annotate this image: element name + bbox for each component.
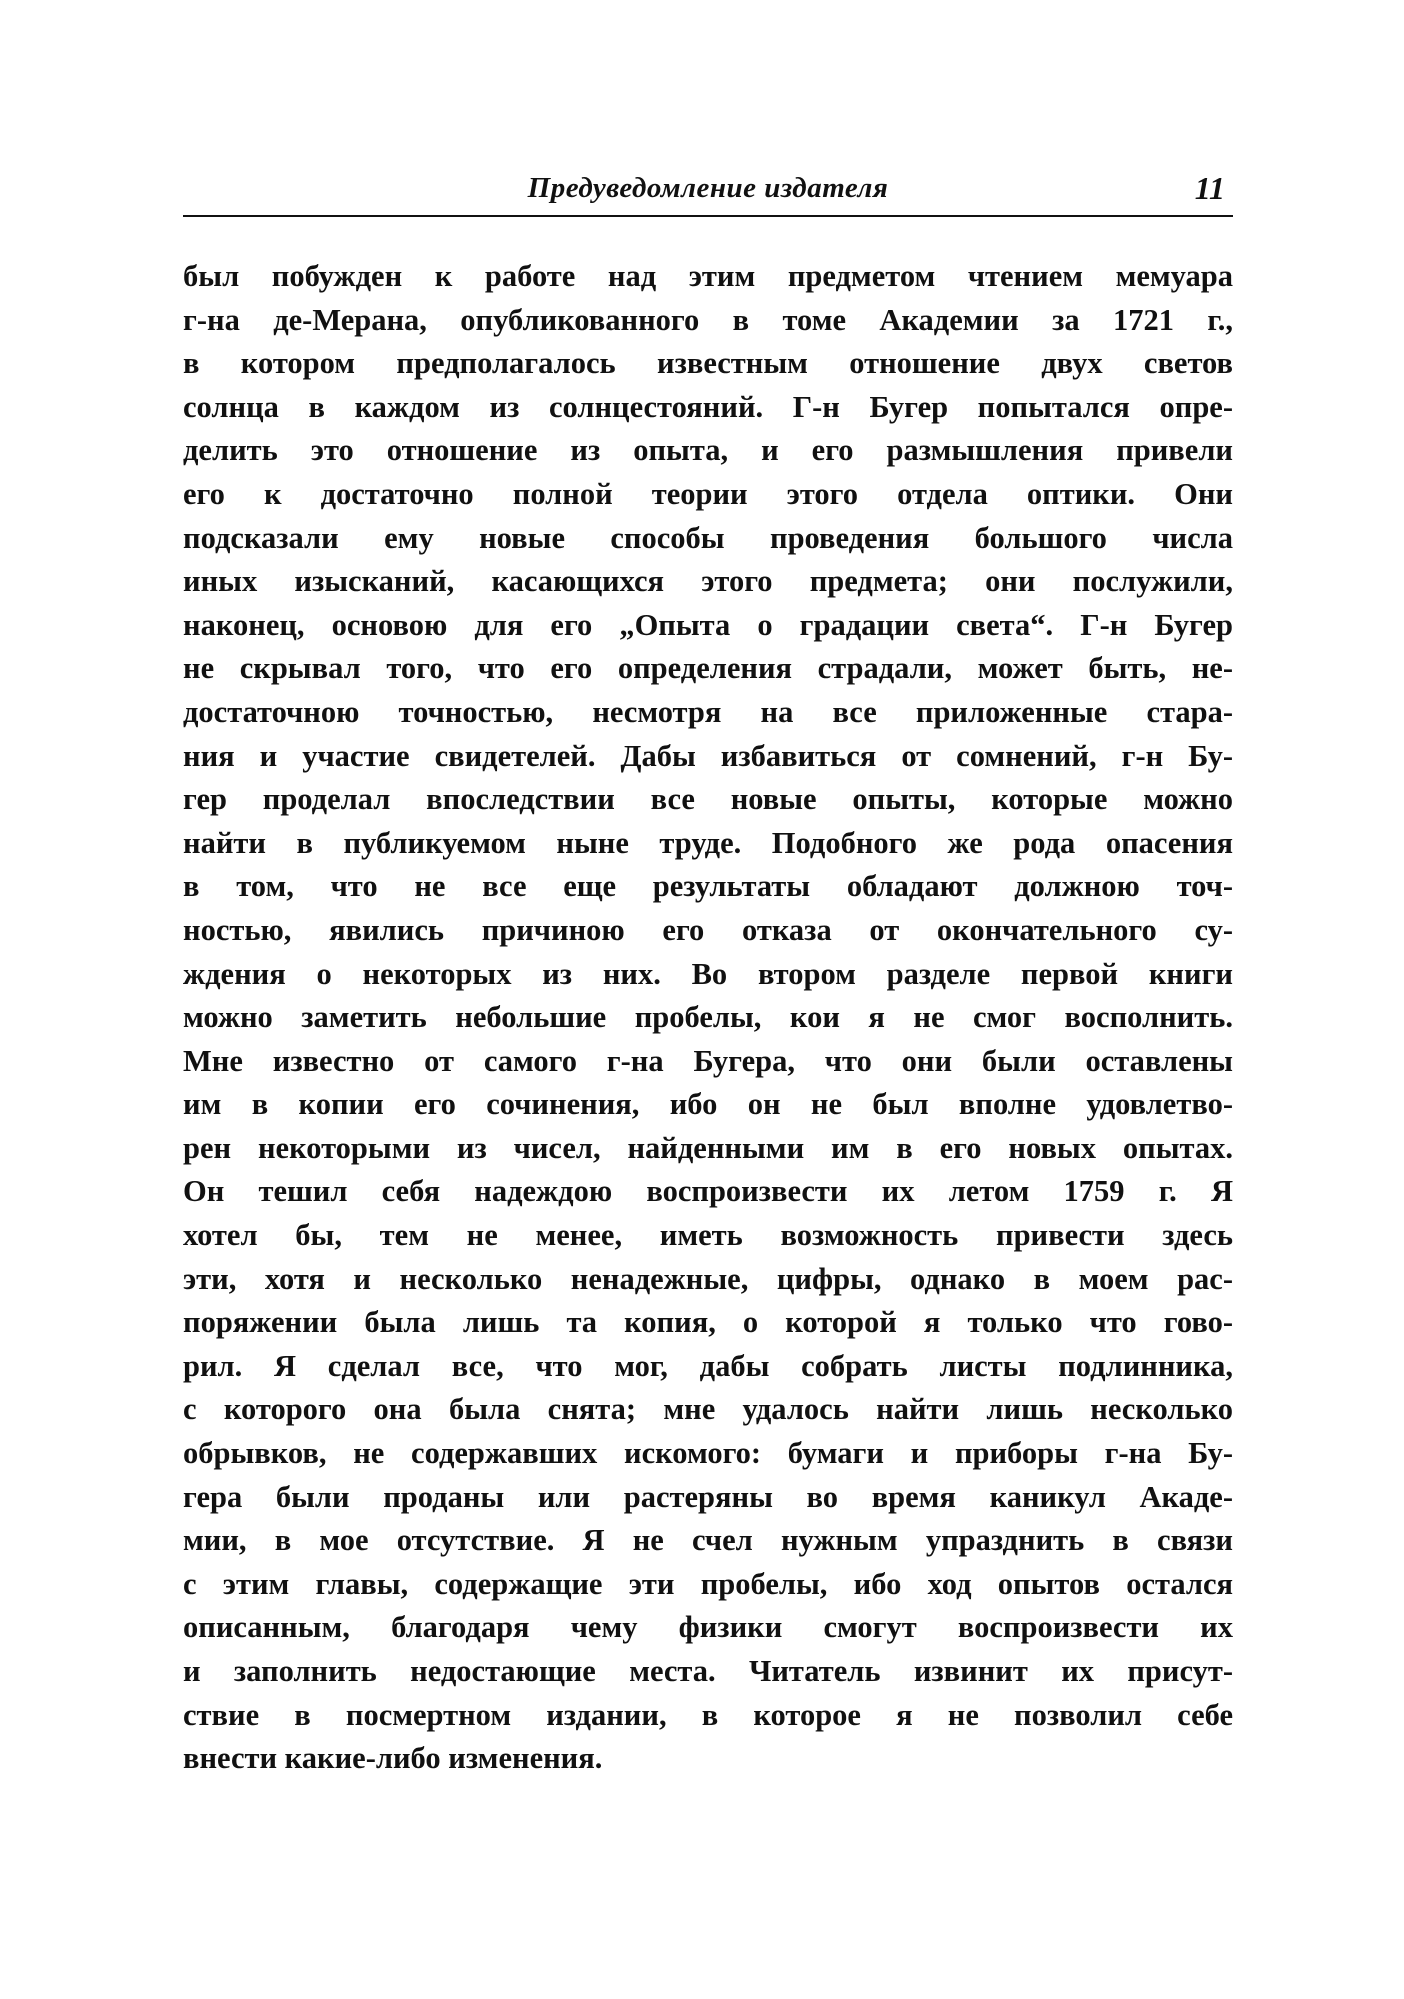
text-line: с этим главы, содержащие эти пробелы, ибо ход опытов остался — [183, 1566, 1233, 1601]
text-line: г-на де-Мерана, опубликованного в томе Академии за 1721 г., — [183, 302, 1233, 337]
text-line: эти, хотя и несколько ненадежные, цифры, однако в моем рас- — [183, 1261, 1233, 1296]
text-line: Мне известно от самого г-на Бугера, что они были оставлены — [183, 1043, 1233, 1078]
text-line: можно заметить небольшие пробелы, кои я не смог восполнить. — [183, 1000, 1233, 1035]
text-line: ния и участие свидетелей. Дабы избавиться от сомнений, г-н Бу- — [183, 738, 1233, 773]
text-line: наконец, основою для его „Опыта о градации света“. Г-н Бугер — [183, 607, 1233, 642]
text-line: рил. Я сделал все, что мог, дабы собрать листы подлинника, — [183, 1348, 1233, 1383]
text-line: в том, что не все еще результаты обладают должною точ- — [183, 869, 1233, 904]
header-rule — [183, 215, 1233, 217]
text-line: делить это отношение из опыта, и его размышления привели — [183, 433, 1233, 468]
text-line: был побужден к работе над этим предметом чтением мемуара — [183, 259, 1233, 293]
text-line: ждения о некоторых из них. Во втором разделе первой книги — [183, 956, 1233, 991]
text-line-final: внести какие-либо изменения. — [183, 1741, 603, 1776]
text-line: его к достаточно полной теории этого отдела оптики. Они — [183, 476, 1233, 511]
text-line: с которого она была снята; мне удалось найти лишь несколько — [183, 1392, 1233, 1427]
text-line: мии, в мое отсутствие. Я не счел нужным упразднить в связи — [183, 1523, 1233, 1558]
text-line: поряжении была лишь та копия, о которой я только что гово- — [183, 1305, 1233, 1340]
text-line: рен некоторыми из чисел, найденными им в его новых опытах. — [183, 1130, 1233, 1165]
text-line: достаточною точностью, несмотря на все приложенные стара- — [183, 694, 1233, 729]
running-title: Предуведомление издателя — [527, 172, 889, 204]
text-line: ностью, явились причиною его отказа от окончательного су- — [183, 912, 1233, 947]
text-line: им в копии его сочинения, ибо он не был вполне удовлетво- — [183, 1087, 1233, 1122]
page-number: 11 — [1194, 170, 1225, 206]
text-line: найти в публикуемом ныне труде. Подобного же рода опасения — [183, 825, 1233, 860]
text-line: гера были проданы или растеряны во время каникул Акаде- — [183, 1479, 1233, 1514]
text-line: обрывков, не содержавших искомого: бумаги и приборы г-на Бу- — [183, 1436, 1233, 1471]
text-line: иных изысканий, касающихся этого предмета; они послужили, — [183, 564, 1233, 599]
text-line: ствие в посмертном издании, в которое я не позволил себе — [183, 1697, 1233, 1732]
text-line: не скрывал того, что его определения страдали, может быть, не- — [183, 651, 1233, 686]
text-line: Он тешил себя надеждою воспроизвести их летом 1759 г. Я — [183, 1174, 1233, 1209]
text-line: солнца в каждом из солнцестояний. Г-н Бугер попытался опре- — [183, 389, 1233, 424]
running-header — [183, 168, 1233, 212]
text-line: и заполнить недостающие места. Читатель извинит их присут- — [183, 1654, 1233, 1688]
text-line: гер проделал впоследствии все новые опыты, которые можно — [183, 782, 1233, 817]
text-line: хотел бы, тем не менее, иметь возможность привести здесь — [183, 1218, 1233, 1253]
text-line: описанным, благодаря чему физики смогут воспроизвести их — [183, 1610, 1233, 1645]
body-paragraph — [183, 255, 1233, 1781]
text-line: в котором предполагалось известным отношение двух светов — [183, 346, 1233, 381]
text-line: подсказали ему новые способы проведения большого числа — [183, 520, 1233, 555]
